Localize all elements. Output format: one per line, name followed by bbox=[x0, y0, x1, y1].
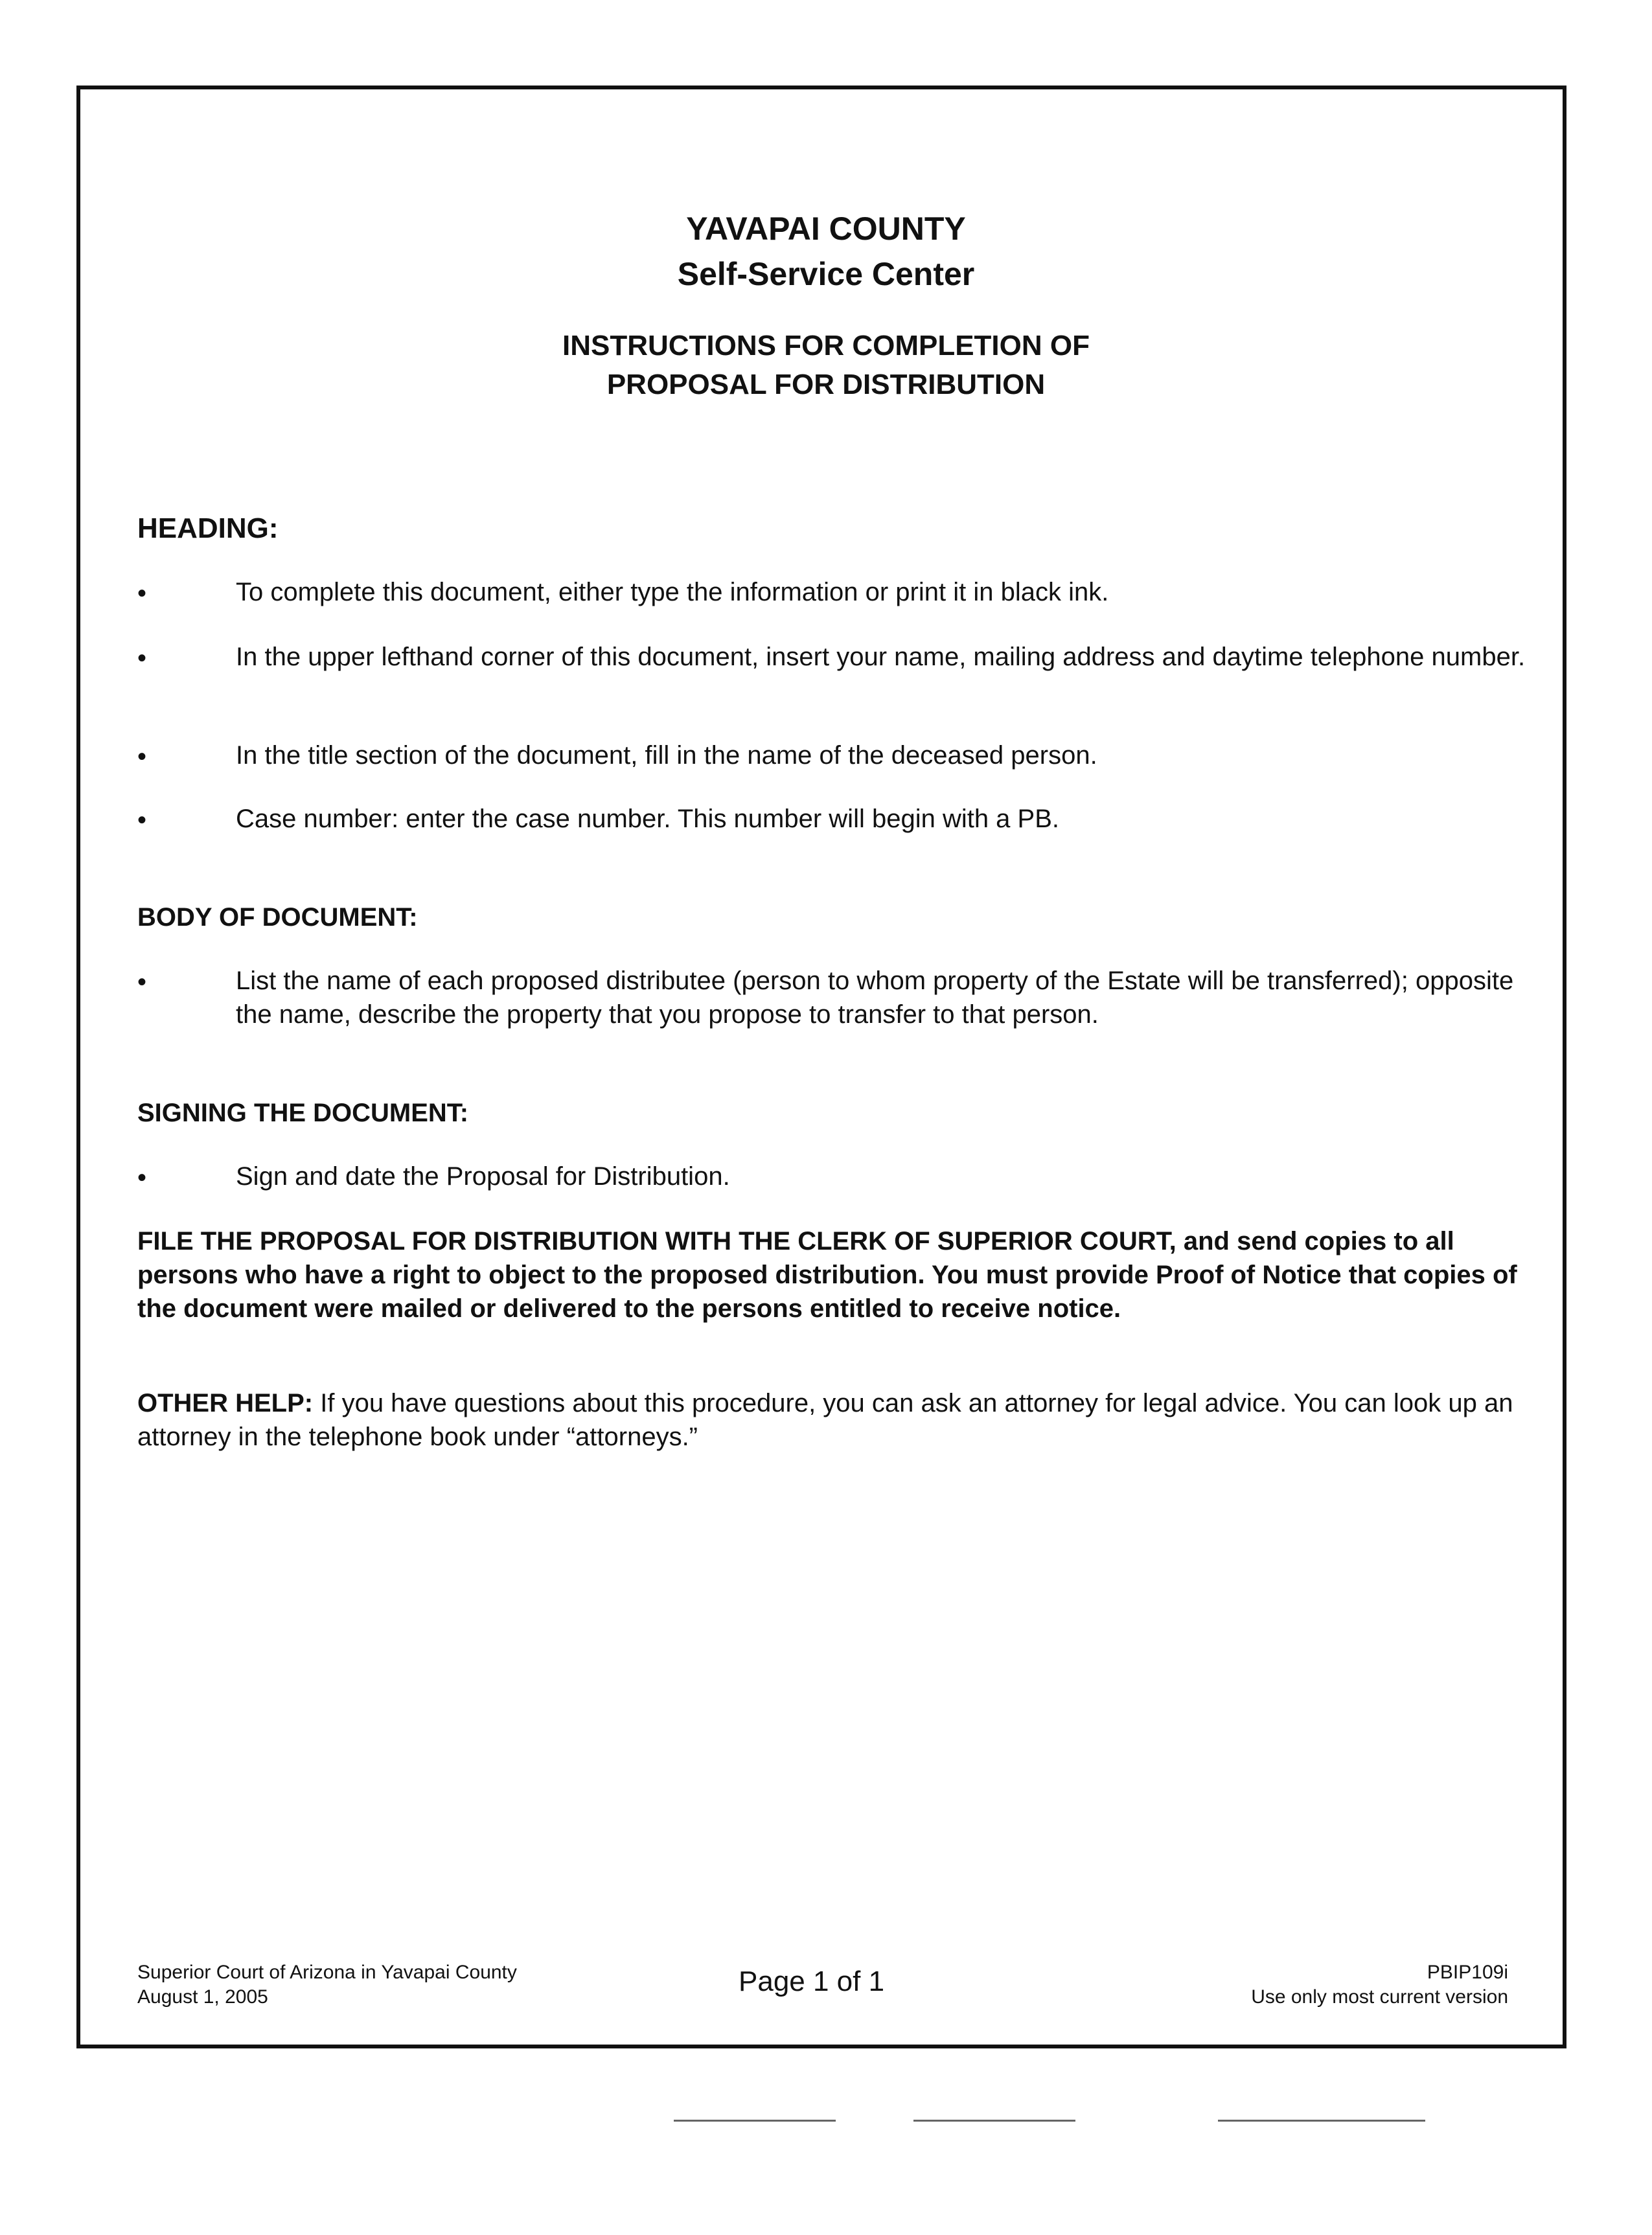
other-help bbox=[137, 1386, 1530, 1454]
instructions-title-line2: PROPOSAL FOR DISTRIBUTION bbox=[606, 369, 1046, 400]
footer-date: August 1, 2005 bbox=[137, 1986, 268, 2008]
heading-bullet-1: To complete this document, either type the information or print it in black ink. bbox=[236, 578, 1109, 606]
bullet-icon: • bbox=[137, 644, 147, 672]
body-bullet-1: List the name of each proposed distributee (person to whom property of the Estate will be transferred); opposite the name, describe the property that you propose to transfer to that person. bbox=[236, 967, 1514, 1029]
footer-right bbox=[1251, 1960, 1508, 2010]
version-note: Use only most current version bbox=[1251, 1986, 1508, 2008]
bullet-icon: • bbox=[137, 742, 147, 771]
instructions-title-line1: INSTRUCTIONS FOR COMPLETION OF bbox=[562, 330, 1090, 361]
county-title: YAVAPAI COUNTY bbox=[686, 211, 966, 247]
footer-court: Superior Court of Arizona in Yavapai County bbox=[137, 1962, 517, 1983]
signing-bullet-1: Sign and date the Proposal for Distribution. bbox=[236, 1162, 730, 1191]
scan-artifact-line bbox=[674, 2120, 836, 2122]
scan-artifact-line bbox=[913, 2120, 1075, 2122]
heading-bullet-3: In the title section of the document, fill in the name of the deceased person. bbox=[236, 741, 1097, 770]
section-signing-title: SIGNING THE DOCUMENT: bbox=[137, 1099, 469, 1127]
center-title: Self-Service Center bbox=[677, 256, 975, 292]
page-number: Page 1 of 1 bbox=[739, 1966, 885, 1997]
heading-bullet-4: Case number: enter the case number. This number will begin with a PB. bbox=[236, 805, 1060, 833]
bullet-icon: • bbox=[137, 806, 147, 834]
file-notice: FILE THE PROPOSAL FOR DISTRIBUTION WITH THE CLERK OF SUPERIOR COURT, and send copies to all persons who have a right to object to the proposed distribution. You must provide Proof of Notice that copies of the document were mailed or delivered to the persons entitled to receive notice. bbox=[137, 1227, 1517, 1323]
other-help-text: If you have questions about this procedure, you can ask an attorney for legal advice. You can look up an attorney in the telephone book under “attorneys.” bbox=[137, 1389, 1513, 1451]
bullet-icon: • bbox=[137, 579, 147, 608]
other-help-label: OTHER HELP: bbox=[137, 1389, 314, 1417]
scan-artifact-line bbox=[1218, 2120, 1425, 2122]
footer-left bbox=[137, 1960, 517, 2010]
section-body-title: BODY OF DOCUMENT: bbox=[137, 903, 418, 932]
bullet-icon: • bbox=[137, 968, 147, 996]
form-id: PBIP109i bbox=[1427, 1962, 1508, 1983]
heading-bullet-2: In the upper lefthand corner of this document, insert your name, mailing address and daytime telephone number. bbox=[236, 643, 1526, 671]
section-heading-title: HEADING: bbox=[137, 512, 279, 544]
bullet-icon: • bbox=[137, 1163, 147, 1192]
